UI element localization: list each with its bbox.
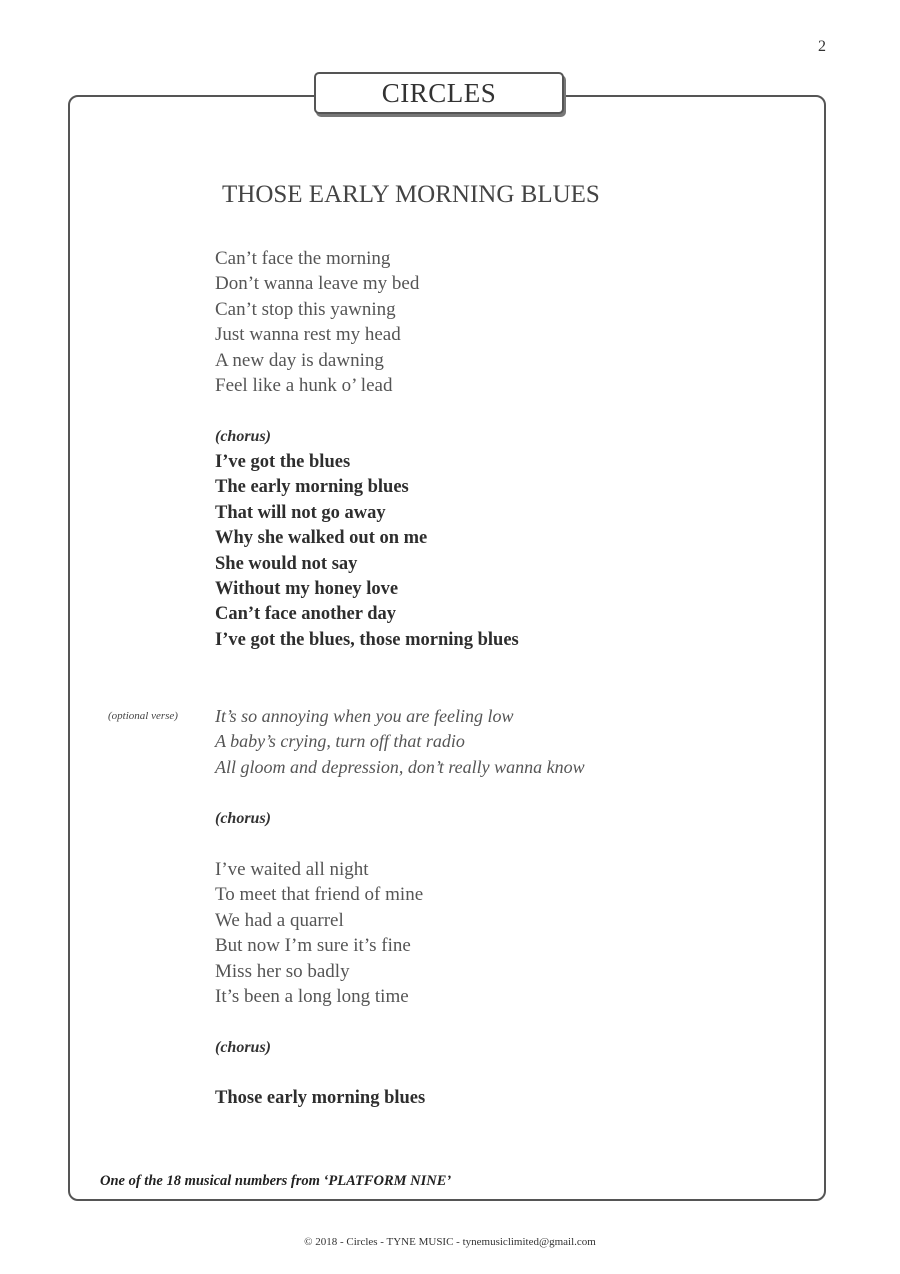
- verse-2: [215, 857, 423, 1009]
- song-title: THOSE EARLY MORNING BLUES: [222, 181, 600, 208]
- chorus-label: (chorus): [215, 1039, 272, 1056]
- chorus-line: I’ve got the blues: [215, 452, 351, 472]
- lyric-line: We had a quarrel: [215, 909, 344, 931]
- lyric-line: I’ve waited all night: [215, 859, 369, 880]
- lyric-line: A baby’s crying, turn off that radio: [215, 731, 465, 752]
- lyric-line: To meet that friend of mine: [215, 884, 424, 906]
- optional-verse-note: (optional verse): [108, 710, 178, 722]
- chorus-label: (chorus): [215, 810, 272, 827]
- lyric-line: Miss her so badly: [215, 960, 350, 982]
- verse-1: [215, 246, 419, 398]
- optional-verse: [215, 704, 585, 780]
- show-title: CIRCLES: [381, 77, 497, 108]
- closing: [215, 1086, 425, 1111]
- lyric-line: Feel like a hunk o’ lead: [215, 374, 393, 396]
- closing-line: Those early morning blues: [215, 1088, 426, 1108]
- chorus: [215, 450, 519, 653]
- chorus-line: The early morning blues: [215, 477, 409, 498]
- lyric-line: It’s so annoying when you are feeling low: [215, 706, 514, 726]
- lyric-line: A new day is dawning: [215, 349, 384, 371]
- chorus-line: I’ve got the blues, those morning blues: [215, 629, 519, 650]
- chorus-label: (chorus): [215, 428, 272, 445]
- lyric-line: Can’t face the morning: [215, 248, 391, 269]
- show-title-tab: [314, 72, 564, 114]
- frame-footer: One of the 18 musical numbers from ‘PLATFORM NINE’: [100, 1173, 452, 1189]
- lyric-line: All gloom and depression, don’t really wanna know: [215, 756, 585, 777]
- copyright: © 2018 - Circles - TYNE MUSIC - tynemusiclimited@gmail.com: [304, 1236, 596, 1248]
- lyric-line: It’s been a long long time: [215, 985, 409, 1007]
- lyric-line: Can’t stop this yawning: [215, 298, 396, 320]
- lyric-line: But now I’m sure it’s fine: [215, 935, 411, 957]
- chorus-line: Without my honey love: [215, 578, 399, 599]
- chorus-line: She would not say: [215, 553, 358, 574]
- chorus-line: That will not go away: [215, 502, 386, 523]
- chorus-line: Can’t face another day: [215, 604, 397, 625]
- page-number: 2: [818, 38, 826, 55]
- lyric-line: Just wanna rest my head: [215, 324, 401, 346]
- lyric-line: Don’t wanna leave my bed: [215, 273, 420, 295]
- chorus-line: Why she walked out on me: [215, 528, 428, 549]
